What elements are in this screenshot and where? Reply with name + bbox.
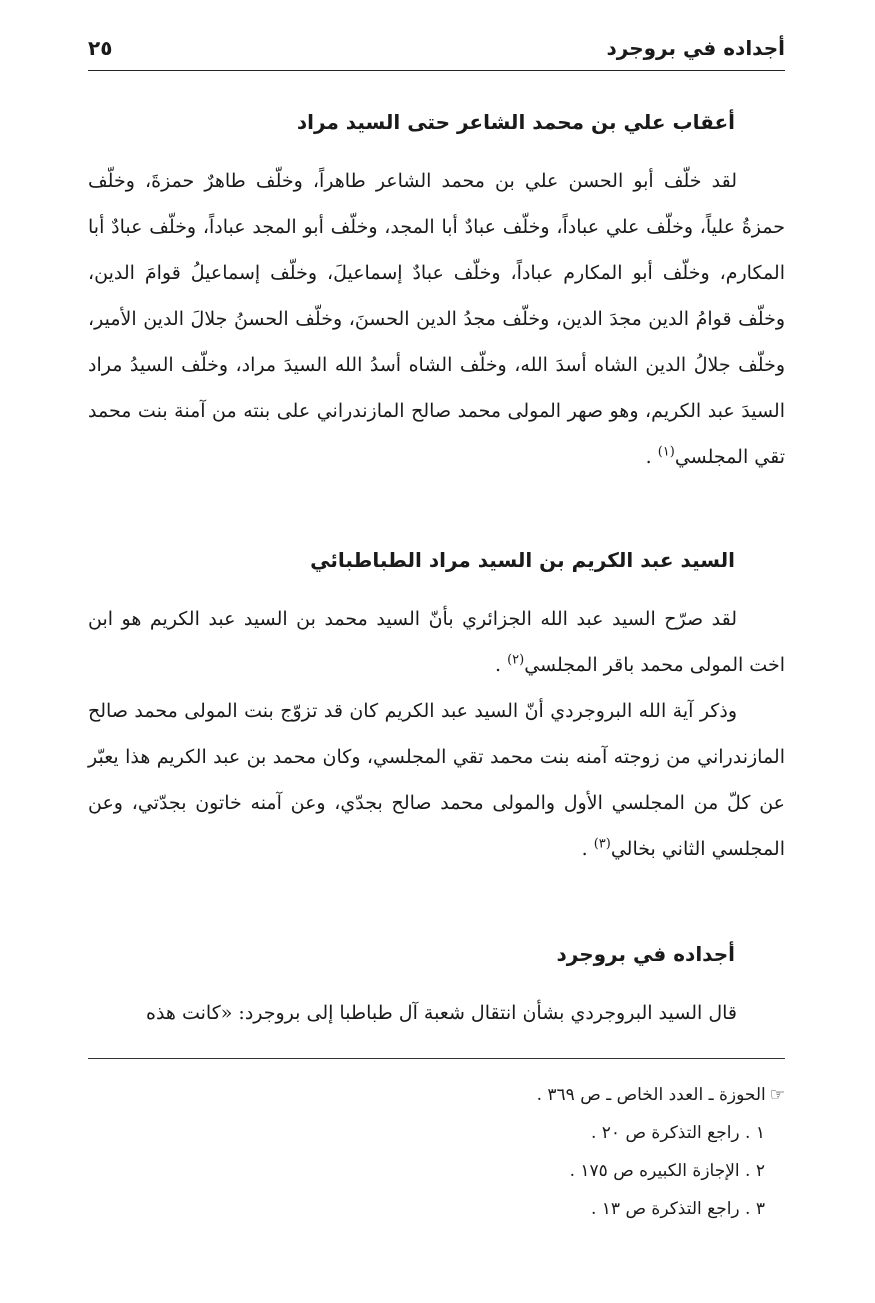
source-note	[88, 1076, 785, 1114]
paragraph-text: لقد خلّف أبو الحسن علي بن محمد الشاعر طاهراً، وخلّف طاهرٌ حمزةَ، وخلّف حمزةُ علياً، وخلّف علي عباداً، وخلّف عبادٌ أبا المجد، وخلّف أبو المجد عباداً، وخلّف عبادٌ أبا المكارم، وخلّف أبو المكارم عباداً، وخلّف عبادٌ إسماعيلَ، وخلّف إسماعيلُ قوامَ الدين، وخلّف قوامُ الدين مجدَ الدين، وخلّف مجدُ الدين الحسنَ، وخلّف الحسنُ جلالَ الدين الأمير، وخلّف جلالُ الدين الشاه أسدَ الله، وخلّف الشاه أسدُ الله السيدَ مراد، وخلّف السيدُ مراد السيدَ عبد الكريم، وهو صهر المولى محمد صالح المازندراني على بنته من آمنة بنت محمد تقي المجلسي	[88, 170, 785, 468]
paragraph	[88, 990, 785, 1036]
running-header	[88, 34, 785, 71]
pointing-hand-icon: ☞	[769, 1085, 785, 1105]
paragraph-text: وذكر آية الله البروجردي أنّ السيد عبد الكريم كان قد تزوّج بنت المولى محمد صالح المازندراني من زوجته آمنه بنت محمد تقي المجلسي، وكان محمد بن عبد الكريم هذا يعبّر عن كلّ من المجلسي الأول والمولى محمد صالح بجدّي، وعن آمنه خاتون بجدّتي، وعن المجلسي الثاني بخالي	[88, 700, 785, 860]
paragraph-end: .	[494, 654, 508, 676]
footnote-ref: (٣)	[593, 836, 611, 852]
footnote-divider	[88, 1058, 785, 1059]
section-ancestors-borujerd	[88, 932, 785, 1036]
section-heading: السيد عبد الكريم بن السيد مراد الطباطبائي	[310, 548, 735, 572]
section-heading: أجداده في بروجرد	[556, 942, 735, 966]
paragraph-text: لقد صرّح السيد عبد الله الجزائري بأنّ السيد محمد بن السيد عبد الكريم هو ابن اخت المولى محمد باقر المجلسي	[88, 608, 785, 676]
main-text	[88, 100, 785, 1036]
footnote-item: ٣ . راجع التذكرة ص ١٣ .	[590, 1199, 765, 1219]
section-descendants	[88, 100, 785, 480]
paragraph-end: .	[581, 838, 594, 860]
section-abdulkarim	[88, 538, 785, 872]
paragraph-end: .	[645, 446, 658, 468]
running-title: أجداده في بروجرد	[606, 36, 785, 60]
footnote-item: ١ . راجع التذكرة ص ٢٠ .	[590, 1123, 765, 1143]
paragraph	[88, 158, 785, 480]
paragraph	[88, 688, 785, 872]
footnote-item: ٢ . الإجازة الكبيره ص ١٧٥ .	[569, 1161, 765, 1181]
page-number: ٢٥	[88, 36, 113, 60]
footnote-ref: (١)	[657, 444, 675, 460]
footnotes	[88, 1076, 785, 1228]
paragraph	[88, 596, 785, 688]
source-text: الحوزة ـ العدد الخاص ـ ص ٣٦٩ .	[536, 1085, 766, 1105]
paragraph-text: قال السيد البروجردي بشأن انتقال شعبة آل طباطبا إلى بروجرد: «كانت هذه	[145, 1002, 737, 1024]
footnote-ref: (٢)	[507, 652, 525, 668]
section-heading: أعقاب علي بن محمد الشاعر حتى السيد مراد	[296, 110, 735, 134]
